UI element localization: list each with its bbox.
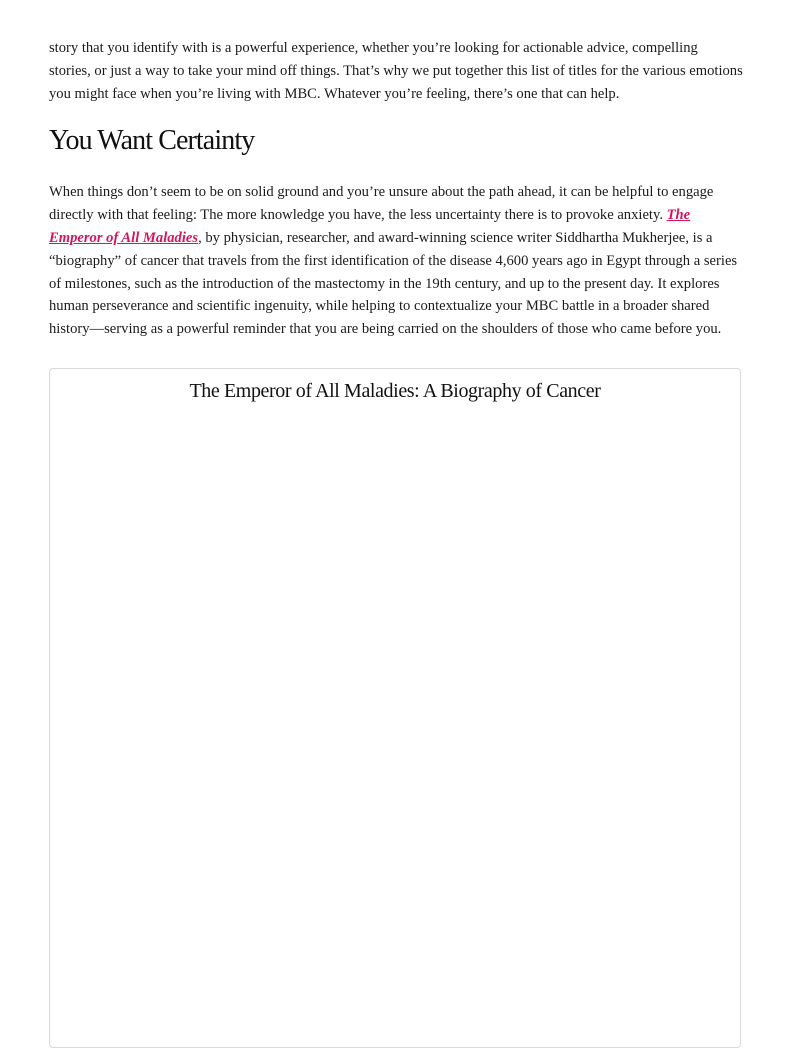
- paragraph-text-before-link: When things don’t seem to be on solid ground and you’re unsure about the path ahead, it can be helpful to engage directly with that feeling: The more knowledge you have, the less uncertainty there is to provoke anxiety.: [49, 184, 714, 224]
- product-card-title[interactable]: The Emperor of All Maladies: A Biography of Cancer: [189, 380, 601, 402]
- book-link-emperor-of-all-maladies[interactable]: The Emperor of All Maladies: [49, 207, 691, 246]
- product-card: [49, 368, 741, 1048]
- article-content: [49, 37, 743, 341]
- paragraph-text-after-link: , by physician, researcher, and award-winning science writer Siddhartha Mukherjee, is a “biography” of cancer that travels from the first identification of the disease 4,600 years ago in Egypt through a series of milestones, such as the introduction of the mastectomy in the 19th century, and up to the present day. It explores human perseverance and scientific ingenuity, while helping to contextualize your MBC battle in a broader shared history—serving as a powerful reminder that you are being carried on the shoulders of those who came before you.: [49, 229, 738, 338]
- section-paragraph: [49, 181, 743, 341]
- intro-paragraph: story that you identify with is a powerful experience, whether you’re looking for actionable advice, compelling stories, or just a way to take your mind off things. That’s why we put together this list of titles for the various emotions you might face when you’re living with MBC. Whatever you’re feeling, there’s one that can help.: [49, 40, 743, 102]
- product-card-body: [50, 413, 740, 1047]
- section-heading: You Want Certainty: [49, 125, 255, 157]
